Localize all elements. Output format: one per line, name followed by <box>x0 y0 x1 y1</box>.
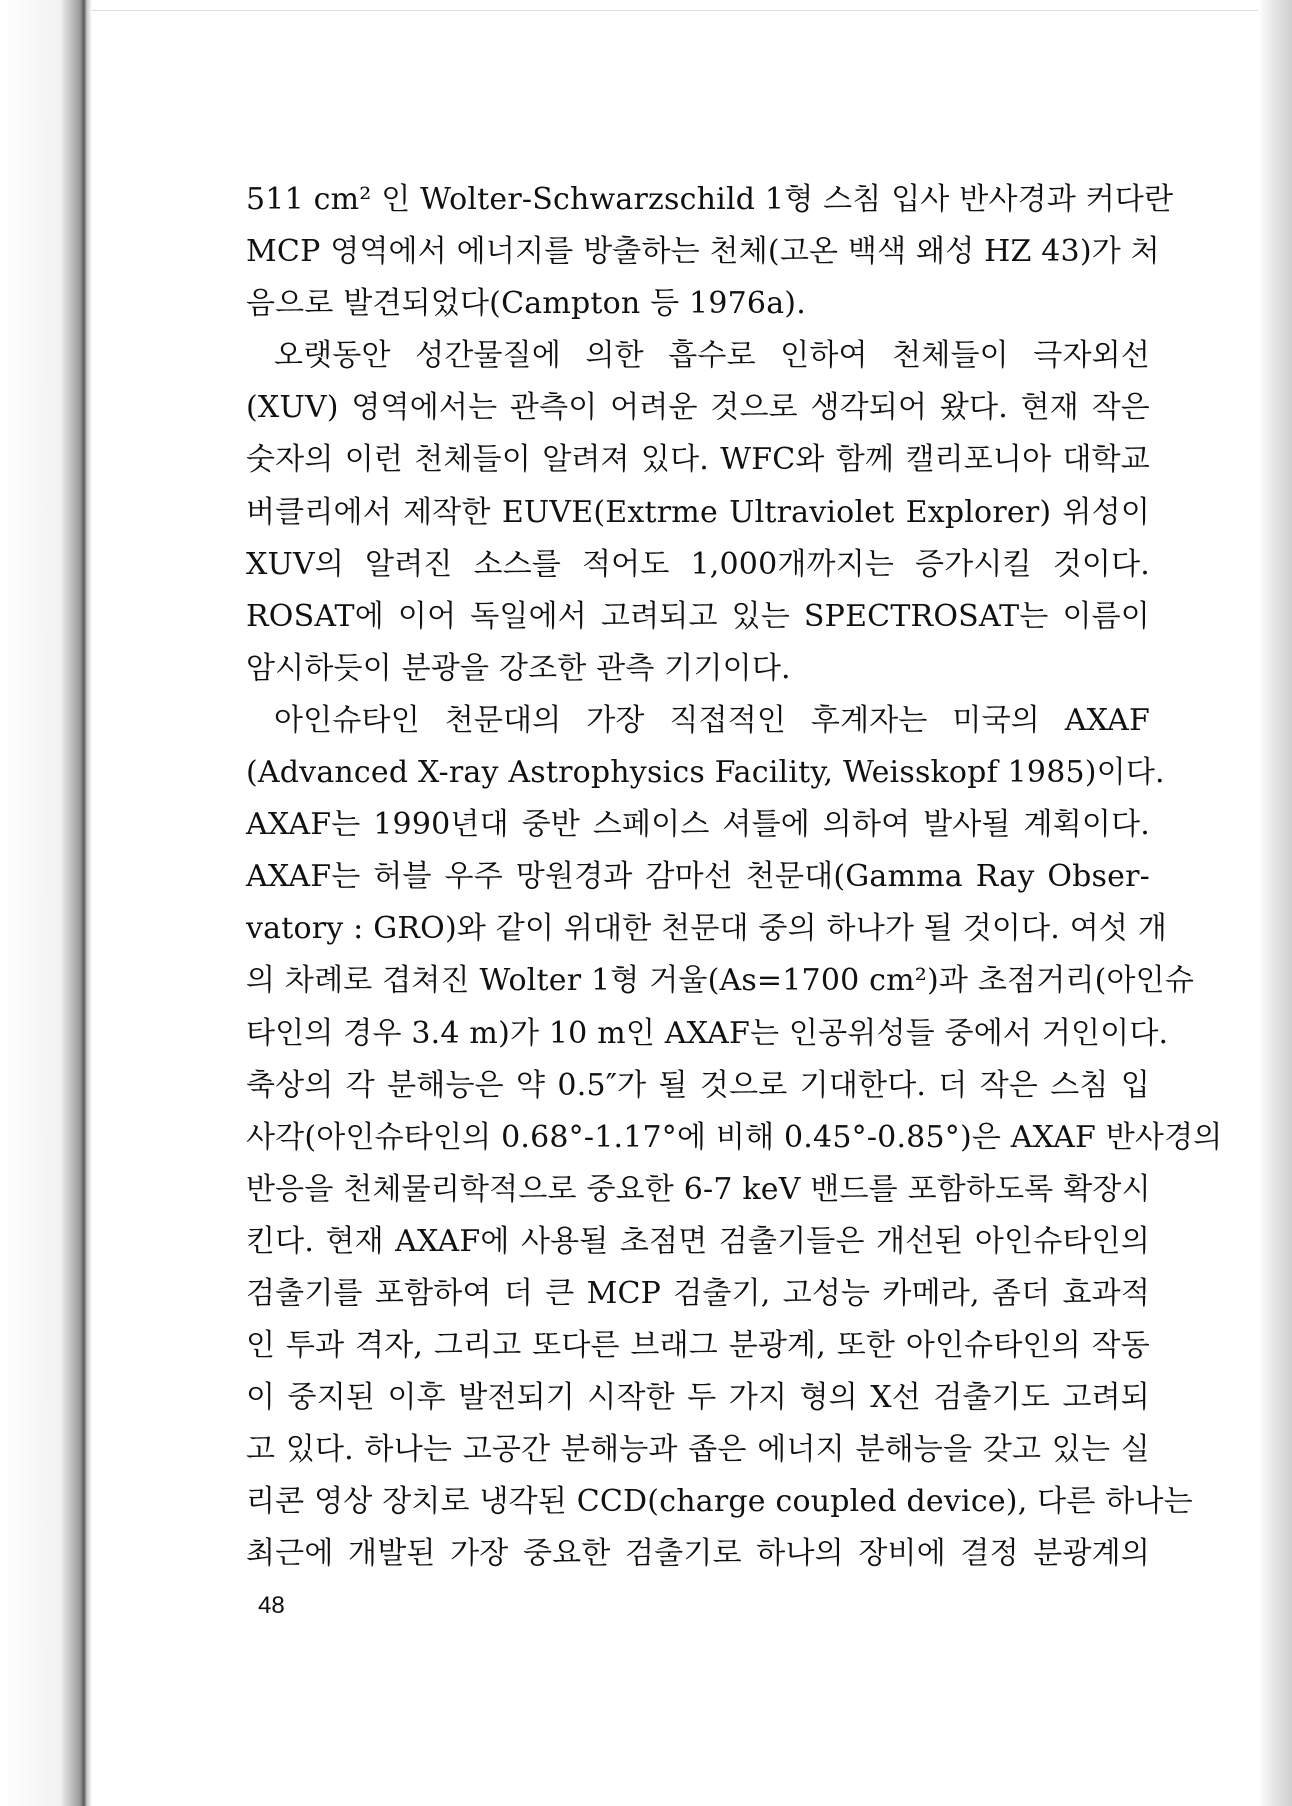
text-line: 킨다. 현재 AXAF에 사용될 초점면 검출기들은 개선된 아인슈타인의 <box>246 1223 1150 1259</box>
text-line: 검출기를 포함하여 더 큰 MCP 검출기, 고성능 카메라, 좀더 효과적 <box>246 1275 1150 1311</box>
text-line: ROSAT에 이어 독일에서 고려되고 있는 SPECTROSAT는 이름이 <box>246 598 1150 634</box>
text-line: 의 차례로 겹쳐진 Wolter 1형 거울(As=1700 cm²)과 초점거리(아인슈 <box>246 963 1195 999</box>
text-line: MCP 영역에서 에너지를 방출하는 천체(고온 백색 왜성 HZ 43)가 처 <box>246 234 1160 270</box>
text-line: AXAF는 1990년대 중반 스페이스 셔틀에 의하여 발사될 계획이다. <box>246 807 1150 843</box>
text-line: (XUV) 영역에서는 관측이 어려운 것으로 생각되어 왔다. 현재 작은 <box>246 390 1150 426</box>
text-line: 숫자의 이런 천체들이 알려져 있다. WFC와 함께 캘리포니아 대학교 <box>246 442 1150 478</box>
body-text <box>246 174 1223 1581</box>
text-line: 아인슈타인 천문대의 가장 직접적인 후계자는 미국의 AXAF <box>274 702 1150 738</box>
text-line: 버클리에서 제작한 EUVE(Extrme Ultraviolet Explorer) 위성이 <box>246 494 1150 530</box>
text-line: 축상의 각 분해능은 약 0.5″가 될 것으로 기대한다. 더 작은 스침 입 <box>246 1067 1150 1103</box>
text-line: 암시하듯이 분광을 강조한 관측 기기이다. <box>246 650 791 686</box>
text-line: 인 투과 격자, 그리고 또다른 브래그 분광계, 또한 아인슈타인의 작동 <box>246 1328 1150 1364</box>
text-line: 음으로 발견되었다(Campton 등 1976a). <box>246 286 806 322</box>
text-line: 리콘 영상 장치로 냉각된 CCD(charge coupled device), 다른 하나는 <box>246 1484 1193 1520</box>
page-number: 48 <box>258 1592 285 1619</box>
text-line: 이 중지된 이후 발전되기 시작한 두 가지 형의 X선 검출기도 고려되 <box>246 1380 1150 1416</box>
text-line: XUV의 알려진 소스를 적어도 1,000개까지는 증가시킬 것이다. <box>246 546 1150 582</box>
text-line: 사각(아인슈타인의 0.68°-1.17°에 비해 0.45°-0.85°)은 AXAF 반사경의 <box>246 1119 1223 1155</box>
text-line: 타인의 경우 3.4 m)가 10 m인 AXAF는 인공위성들 중에서 거인이다. <box>246 1015 1169 1051</box>
text-line: 고 있다. 하나는 고공간 분해능과 좁은 에너지 분해능을 갖고 있는 실 <box>246 1432 1150 1468</box>
text-line: 오랫동안 성간물질에 의한 흡수로 인하여 천체들이 극자외선 <box>274 338 1150 374</box>
text-line: AXAF는 허블 우주 망원경과 감마선 천문대(Gamma Ray Obser- <box>246 859 1150 895</box>
text-line: 최근에 개발된 가장 중요한 검출기로 하나의 장비에 결정 분광계의 <box>246 1536 1150 1572</box>
text-line: 511 cm² 인 Wolter-Schwarzschild 1형 스침 입사 반사경과 커다란 <box>246 182 1174 217</box>
page-right-shadow <box>1258 0 1292 1806</box>
text-line: (Advanced X-ray Astrophysics Facility, Weisskopf 1985)이다. <box>246 755 1165 791</box>
text-line: vatory : GRO)와 같이 위대한 천문대 중의 하나가 될 것이다. 여섯 개 <box>246 911 1168 947</box>
book-spine-edge <box>0 0 92 1806</box>
text-line: 반응을 천체물리학적으로 중요한 6-7 keV 밴드를 포함하도록 확장시 <box>246 1171 1151 1207</box>
